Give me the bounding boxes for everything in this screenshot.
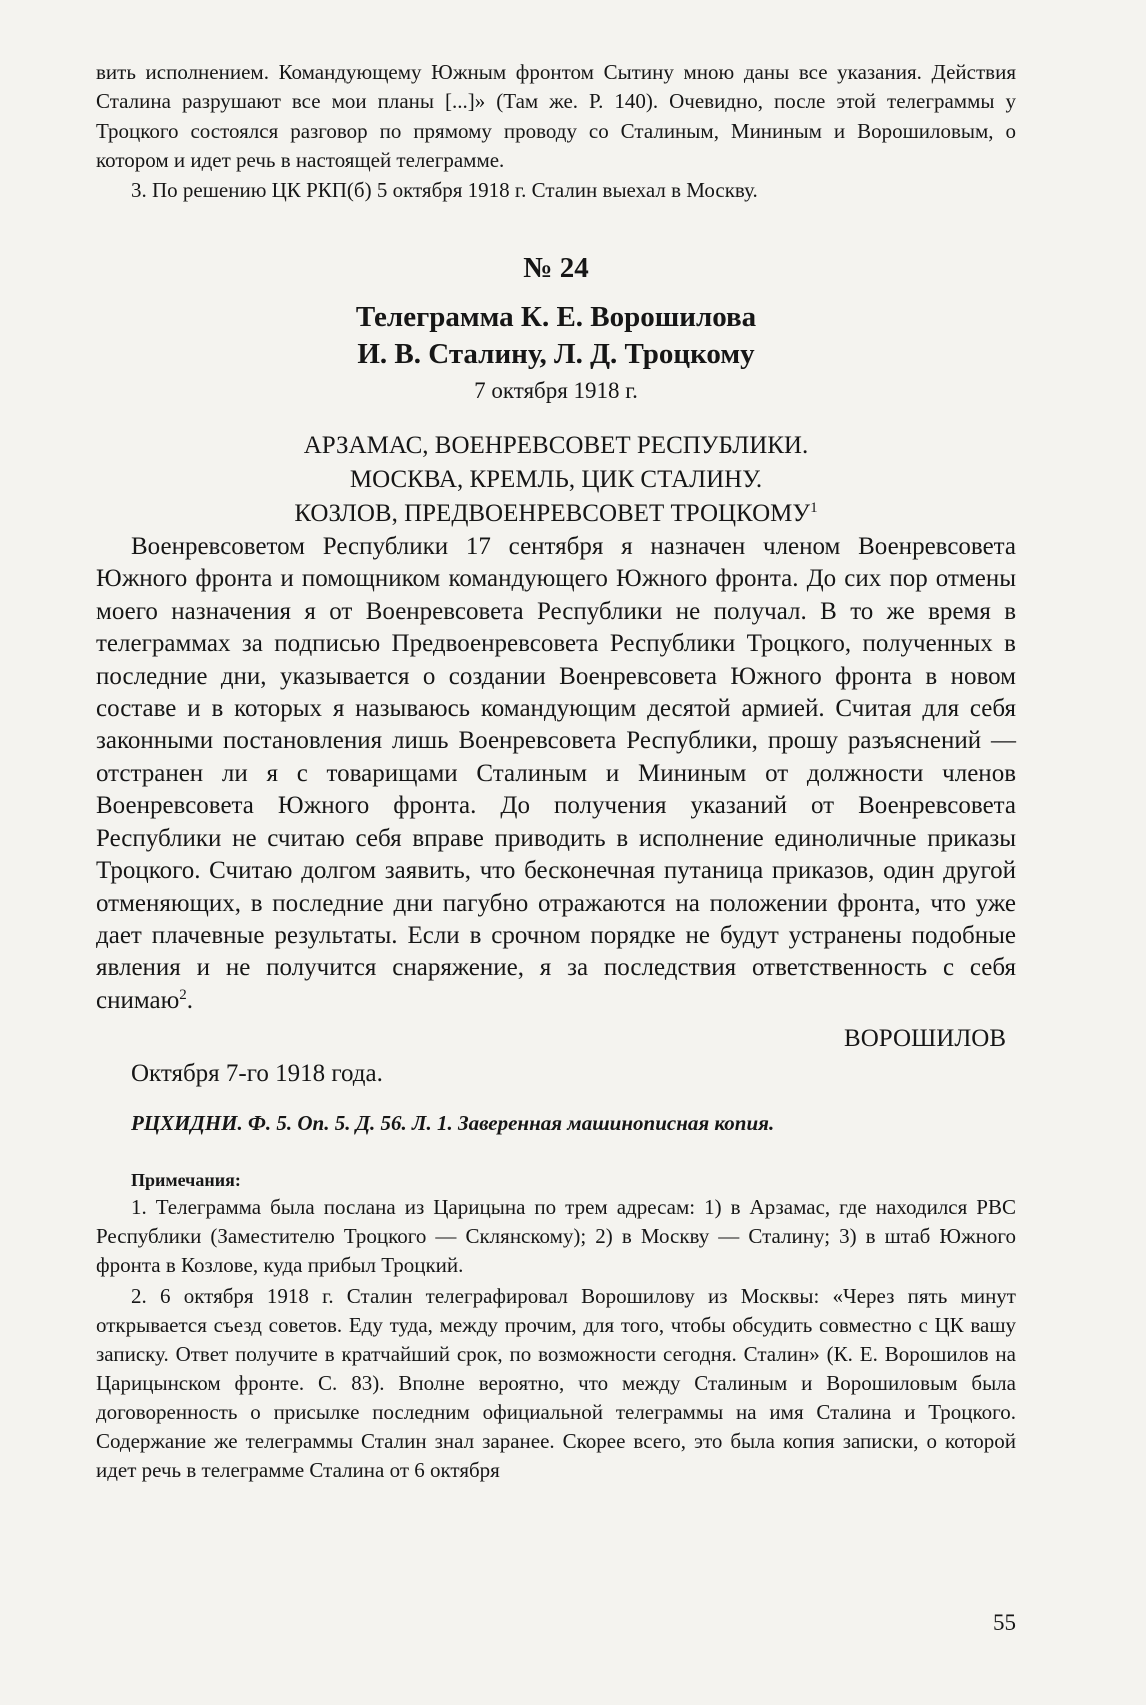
note-2: 2. 6 октября 1918 г. Сталин телеграфировал Ворошилову из Москвы: «Через пять минут открывается съезд советов. Еду туда, между прочим, для того, чтобы обсудить совместно с ЦК вашу записку. Ответ получите в кратчайший срок, по возможности сегодня. Сталин» (К. Е. Ворошилов на Царицынском фронте. С. 83). Вполне вероятно, что между Сталиным и Ворошиловым была договоренность о присылке последним официальной телеграммы на имя Сталина и Троцкого. Содержание же телеграммы Сталин знал заранее. Скорее всего, это была копия записки, о которой идет речь в телеграмме Сталина от 6 октября	[96, 1284, 1016, 1483]
address-moscow: МОСКВА, КРЕМЛЬ, ЦИК СТАЛИНУ.	[349, 466, 763, 494]
previous-note-3: 3. По решению ЦК РКП(б) 5 октября 1918 г. Сталин выехал в Москву.	[131, 177, 758, 202]
address-kozlov-text: КОЗЛОВ, ПРЕДВОЕНРЕВСОВЕТ ТРОЦКОМУ	[294, 500, 811, 528]
archive-reference: РЦХИДНИ. Ф. 5. Оп. 5. Д. 56. Л. 1. Заверенная машинописная копия.	[131, 1111, 775, 1136]
document-date: 7 октября 1918 г.	[474, 378, 638, 404]
document-title	[96, 299, 1016, 373]
address-arzamas: АРЗАМАС, ВОЕНРЕВСОВЕТ РЕСПУБЛИКИ.	[303, 432, 809, 460]
telegram-addresses	[96, 429, 1016, 531]
address-kozlov	[96, 497, 1016, 531]
previous-note-continuation: вить исполнением. Командующему Южным фронтом Сытину мною даны все указания. Действия Сталина разрушают все мои планы [...]» (Там же. Р. 140). Очевидно, после этой телеграммы у Троцкого состоялся разговор по прямому проводу со Сталиным, Мининым и Ворошиловым, о котором и идет речь в настоящей телеграмме.	[96, 60, 1016, 173]
document-title-line-2: И. В. Сталину, Л. Д. Троцкому	[357, 338, 755, 371]
telegram-body: Военревсоветом Республики 17 сентября я назначен членом Военревсовета Южного фронта и помощником командующего Южного фронта. До сих пор отмены моего назначения я от Военревсовета Республики не получал. В то же время в телеграммах за подписью Предвоенревсовета Республики Троцкого, полученных в последние дни, указывается о создании Военревсовета Южного фронта в новом составе и в которых я называюсь командующим десятой армией. Считая для себя законными постановления лишь Военревсовета Республики, прошу разъяснений — отстранен ли я с товарищами Сталиным и Мининым от должности членов Военревсовета Южного фронта. До получения указаний от Военревсовета Республики не считаю себя вправе приводить в исполнение единоличные приказы Троцкого. Считаю долгом заявить, что бесконечная путаница приказов, один другой отменяющих, в последние дни пагубно отражаются на положении фронта, что уже дает плачевные результаты. Если в срочном порядке не будут устранены подобные явления и не получится снаряжение, я за последствия ответственность с себя снимаю$^2$.	[96, 533, 1016, 1014]
page-number: 55	[993, 1610, 1016, 1635]
signature: ВОРОШИЛОВ	[844, 1025, 1006, 1053]
closing-date: Октября 7-го 1918 года.	[131, 1060, 383, 1088]
notes-heading: Примечания:	[131, 1170, 241, 1191]
document-number: № 24	[523, 252, 589, 285]
document-title-line-1: Телеграмма К. Е. Ворошилова	[355, 301, 757, 334]
footnote-mark-1: 1	[810, 500, 818, 517]
footnote-mark-2: 2	[179, 986, 187, 1003]
telegram-body-text: Военревсоветом Республики 17 сентября я назначен членом Военревсовета Южного фронта и помощником командующего Южного фронта. До сих пор отмены моего назначения я от Военревсовета Республики не получал. В то же время в телеграммах за подписью Предвоенревсовета Республики Троцкого, полученных в последние дни, указывается о создании Военревсовета Южного фронта в новом составе и в которых я называюсь командующим десятой армией. Считая для себя законными постановления лишь Военревсовета Республики, прошу разъяснений — отстранен ли я с товарищами Сталиным и Мининым от должности членов Военревсовета Южного фронта. До получения указаний от Военревсовета Республики не считаю себя вправе приводить в исполнение единоличные приказы Троцкого. Считаю долгом заявить, что бесконечная путаница приказов, один другой отменяющих, в последние дни пагубно отражаются на положении фронта, что уже дает плачевные результаты. Если в срочном порядке не будут устранены подобные явления и не получится снаряжение, я за последствия ответственность с себя снимаю	[96, 533, 1016, 1014]
note-1: 1. Телеграмма была послана из Царицына по трем адресам: 1) в Арзамас, где находился РВС Республики (Заместителю Троцкого — Склянскому); 2) в Москву — Сталину; 3) в штаб Южного фронта в Козлове, куда прибыл Троцкий.	[96, 1195, 1016, 1278]
